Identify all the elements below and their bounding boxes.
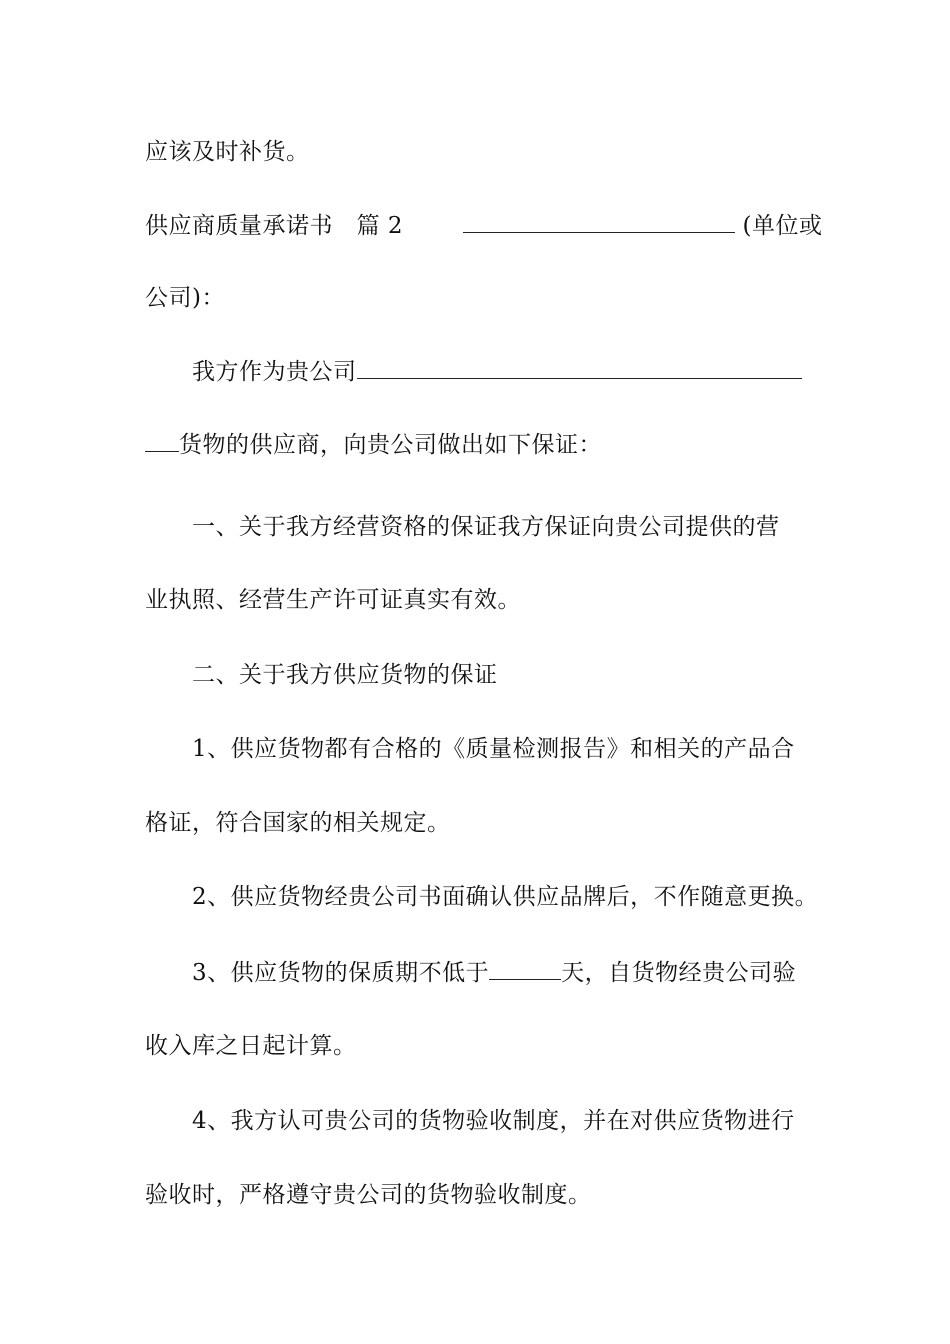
paragraph-line xyxy=(145,1031,810,1061)
paragraph-line xyxy=(145,137,810,167)
text-fragment: 天，自货物经贵公司验 xyxy=(561,960,797,986)
paragraph-line xyxy=(192,734,810,764)
document-title: 供应商质量承诺书 xyxy=(145,213,333,239)
text-fragment: 收入库之日起计算。 xyxy=(145,1033,357,1059)
paragraph-line xyxy=(145,429,810,460)
paragraph-line xyxy=(192,1106,810,1136)
goods-blank-continued xyxy=(145,429,179,452)
text-fragment: 货物的供应商，向贵公司做出如下保证： xyxy=(179,432,602,458)
paragraph-line xyxy=(192,356,810,387)
paragraph-line xyxy=(192,957,810,988)
paragraph-line xyxy=(145,283,810,313)
paragraph-line xyxy=(192,512,810,542)
text-fragment: 验收时，严格遵守贵公司的货物验收制度。 xyxy=(145,1182,592,1208)
text-fragment: 我方作为贵公司 xyxy=(192,359,357,385)
shelf-life-blank xyxy=(489,957,561,980)
text-fragment: 公司)： xyxy=(145,285,225,311)
paragraph-line xyxy=(192,882,819,912)
text-fragment: 一、关于我方经营资格的保证我方保证向贵公司提供的营 xyxy=(192,514,780,540)
text-fragment: (单位或 xyxy=(742,213,823,239)
paragraph-line xyxy=(145,585,810,615)
text-fragment: 3、供应货物的保质期不低于 xyxy=(192,960,490,986)
text-fragment: 应该及时补货。 xyxy=(145,139,310,165)
text-fragment: 二、关于我方供应货物的保证 xyxy=(192,662,498,688)
section-number: 篇 2 xyxy=(356,213,404,239)
paragraph-line xyxy=(145,1180,810,1210)
text-fragment: 格证，符合国家的相关规定。 xyxy=(145,810,451,836)
section-heading xyxy=(192,660,810,690)
text-fragment: 4、我方认可贵公司的货物验收制度，并在对供应货物进行 xyxy=(192,1108,795,1134)
text-fragment: 1、供应货物都有合格的《质量检测报告》和相关的产品合 xyxy=(192,736,795,762)
text-fragment: 2、供应货物经贵公司书面确认供应品牌后，不作随意更换。 xyxy=(192,884,819,910)
recipient-blank xyxy=(463,210,735,233)
goods-blank xyxy=(357,356,802,379)
heading-line xyxy=(145,210,823,241)
paragraph-line xyxy=(145,808,810,838)
text-fragment: 业执照、经营生产许可证真实有效。 xyxy=(145,587,521,613)
